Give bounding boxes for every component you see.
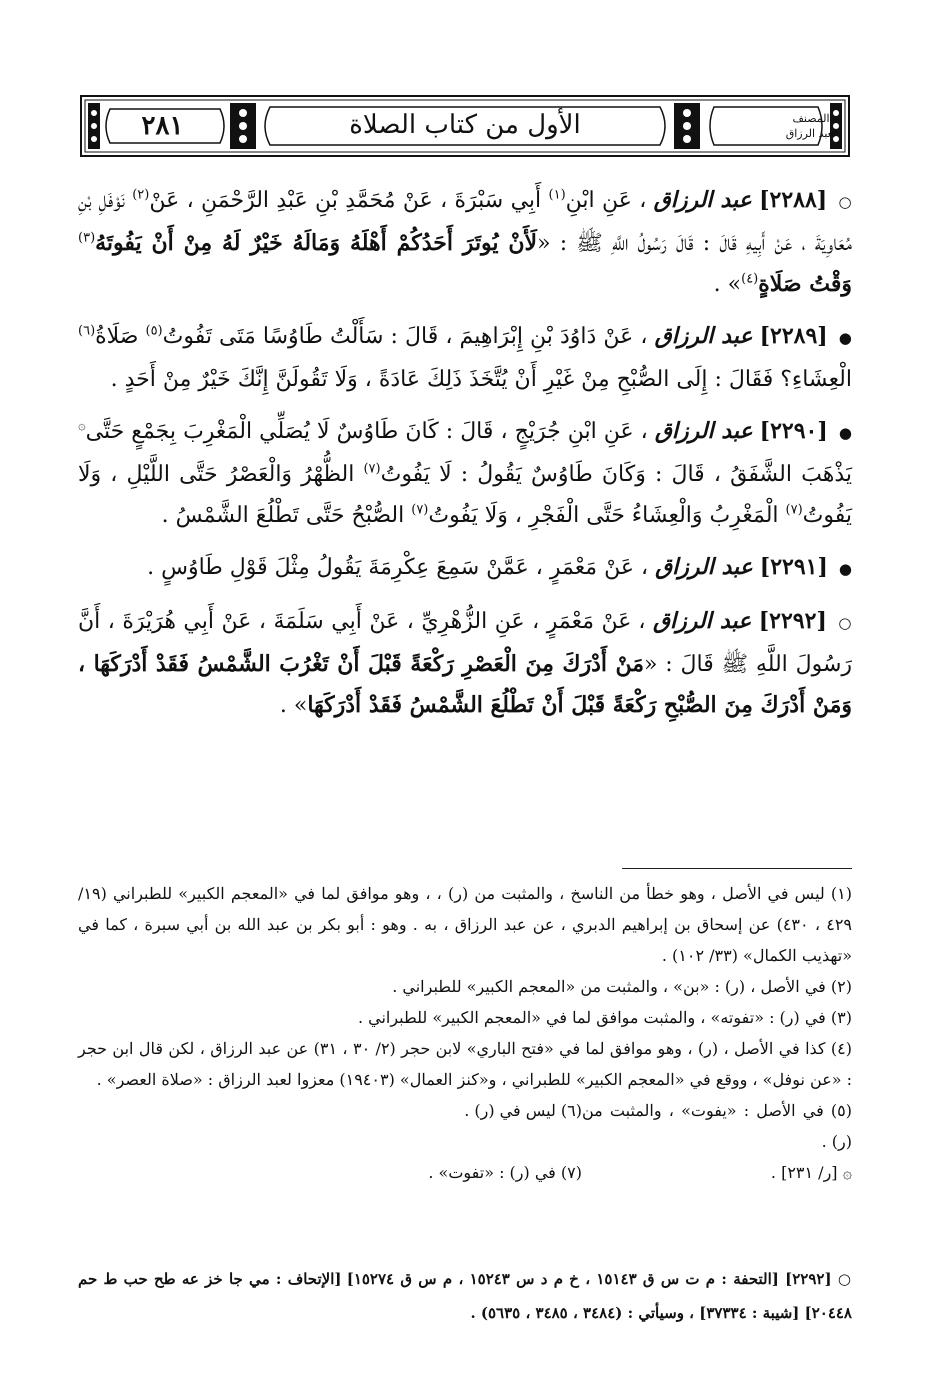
prophetic-saying: وَقْتُ صَلَاةٍ	[758, 271, 852, 297]
hadith-text: ، عَنِ ابْنِ	[565, 188, 647, 213]
hadith-text: » .	[713, 272, 742, 297]
hadith-2291	[78, 547, 852, 590]
footnote-ref: (٥)	[145, 323, 163, 339]
hadith-2292	[78, 601, 852, 726]
takhrij-line: ○ [٢٢٩٢] [التحفة : م ت س ق ١٥١٤٣ ، خ م د س ١٥٢٤٣ ، م س ق ١٥٢٧٤] [الإتحاف : مي جا خز عه طح حب ط حم ٢٠٤٤٨] [شيبة : ٣٧٣٣٤] ، وسيأتي : (٣٤٨٤ ، ٣٤٨٥ ، ٥٦٣٥) .	[78, 1270, 852, 1322]
hadith-number: [٢٢٨٨]	[759, 187, 828, 213]
prophetic-saying: لَأَنْ يُوتَرَ أَحَدُكُمْ أَهْلَهُ وَمَالَهُ خَيْرٌ لَهُ مِنْ أَنْ يَفُوتَهُ	[95, 230, 538, 256]
hadith-text: الظُّهْرُ وَالْعَصْرُ حَتَّى اللَّيْلِ ، وَلَا يَفُوتُ	[78, 462, 852, 528]
hadith-number: [٢٢٨٩]	[759, 323, 828, 349]
hadith-marker: ●	[838, 424, 852, 442]
hadith-text: نَوْفَلِ بْنِ مُعَاوِيَةَ ، عَنْ أَبِيهِ قَالَ : قَالَ رَسُولُ اللَّهِ ﷺ : «	[78, 188, 852, 256]
footnote-ref: (٢)	[132, 187, 150, 203]
prophetic-saying: مَنْ أَدْرَكَ مِنَ الْعَصْرِ رَكْعَةً قَبْلَ أَنْ تَغْرُبَ الشَّمْسُ فَقَدْ أَدْرَكَهَا ، وَمَنْ أَدْرَكَ مِنَ الصُّبْحِ رَكْعَةً قَبْلَ أَنْ تَطْلُعَ الشَّمْسُ فَقَدْ أَدْرَكَهَا	[78, 651, 852, 718]
footnote-5: (٥) في الأصل : «يفوت» ، والمثبت من (ر) .	[582, 1101, 852, 1151]
hadith-marker: ●	[838, 560, 852, 578]
footnote-7: (٧) في (ر) : «تفوت» .	[428, 1163, 582, 1182]
hadith-text: ، عَنْ دَاوُدَ بْنِ إِبْرَاهِيمَ ، قَالَ : سَأَلْتُ طَاوُسًا مَتَى تَفُوتُ	[162, 324, 648, 349]
footnote-1: (١) ليس في الأصل ، وهو خطأ من الناسخ ، والمثبت من (ر) ، ، وهو موافق لما في «المعجم الكبير» للطبراني (١٩/ ٤٢٩ ، ٤٣٠) عن إسحاق بن إبراهيم الدبري ، عن عبد الرزاق ، به . وهو : أبو بكر بن عبد الله بن أبي سبرة ، كما في «تهذيب الكمال» (٣٣/ ١٠٢) .	[78, 884, 852, 965]
footnote-row	[78, 1095, 852, 1157]
footnote-6: (٦) ليس في (ر) .	[464, 1101, 582, 1120]
hadith-text: الْعِشَاءِ؟ فَقَالَ : إِلَى الصُّبْحِ مِنْ غَيْرِ أَنْ يُتَّخَذَ ذَلِكَ عَادَةً ، وَلَا تَقُولَنَّ إِنَّكَ خَيْرٌ مِنْ أَحَدٍ .	[110, 367, 852, 392]
hadith-text: صَلَاةُ	[95, 324, 139, 349]
footnote-3: (٣) في (ر) : «تفوته» ، والمثبت موافق لما في «المعجم الكبير» للطبراني .	[357, 1008, 852, 1027]
footnote-4: (٤) كذا في الأصل ، (ر) ، وهو موافق لما في «فتح الباري» لابن حجر (٢/ ٣٠ ، ٣١) عن عبد الرزاق ، لكن قال ابن حجر : «عن نوفل» ، ووقع في «المعجم الكبير» للطبراني ، و«كنز العمال» (١٩٤٠٣) معزوا لعبد الرزاق : «صلاة العصر» .	[78, 1039, 852, 1089]
source-name: عبد الرزاق	[652, 608, 752, 634]
footnote-ref: (٣)	[78, 230, 96, 246]
hadith-text: الصُّبْحُ حَتَّى تَطْلُعَ الشَّمْسُ .	[161, 503, 405, 528]
hadith-2290	[78, 411, 852, 536]
running-header	[80, 95, 850, 157]
hadith-text: الْمَغْرِبُ وَالْعِشَاءُ حَتَّى الْفَجْرِ ، وَلَا يَفُوتُ	[428, 503, 779, 528]
hadith-text: » .	[279, 693, 308, 718]
footnote-separator	[622, 868, 852, 869]
hadith-marker: ○	[838, 193, 852, 211]
footnote-ref: (٦)	[78, 323, 96, 339]
footnote-row	[78, 1157, 852, 1188]
footnote-ref: (٧)	[785, 502, 803, 518]
footnote-2: (٢) في الأصل ، (ر) : «بن» ، والمثبت من «المعجم الكبير» للطبراني .	[392, 977, 852, 996]
source-name: عبد الرزاق	[654, 418, 753, 444]
hadith-number: [٢٢٩٢]	[758, 608, 827, 634]
hadith-2288	[78, 180, 852, 305]
hadith-text: ، عَنِ ابْنِ جُرَيْجٍ ، قَالَ : كَانَ طَاوُسٌ لَا يُصَلِّي الْمَغْرِبَ بِجَمْعٍ حَتَّى	[85, 419, 648, 444]
hadith-marker: ●	[838, 329, 852, 347]
hadith-number: [٢٢٩٠]	[759, 418, 828, 444]
footnote-ref: (٧)	[411, 502, 429, 518]
footnote-ref: (٧)	[363, 461, 381, 477]
page-number: ٢٨١	[141, 111, 184, 141]
source-name: عبد الرزاق	[653, 187, 752, 213]
hadith-marker: ○	[838, 614, 852, 632]
page-ref-note: ۞ [ر/ ٢٣١] .	[770, 1163, 852, 1182]
ornament-line-1: المصنف	[792, 112, 830, 125]
hadith-number: [٢٢٩١]	[759, 554, 828, 580]
source-name: عبد الرزاق	[655, 554, 753, 580]
footnote-ref: (١)	[548, 187, 566, 203]
main-text	[78, 180, 852, 737]
book-title-ornament	[778, 101, 844, 151]
hadith-text: أَبِي سَبْرَةَ ، عَنْ مُحَمَّدِ بْنِ عَبْدِ الرَّحْمَنِ ، عَنْ	[149, 188, 542, 213]
hadith-text: ، عَنْ مَعْمَرٍ ، عَمَّنْ سَمِعَ عِكْرِمَةَ يَقُولُ مِثْلَ قَوْلِ طَاوُسٍ .	[147, 555, 649, 580]
running-title: الأول من كتاب الصلاة	[349, 110, 581, 140]
page-ref-icon: ۞	[78, 418, 86, 434]
ornament-line-2: لعبد الرزاق	[785, 127, 837, 140]
footnotes	[78, 878, 852, 1188]
source-name: عبد الرزاق	[654, 323, 753, 349]
hadith-text: يَذْهَبَ الشَّفَقُ ، قَالَ : وَكَانَ طَاوُسٌ يَقُولُ : لَا يَفُوتُ	[380, 462, 852, 487]
hadith-text: ، عَنْ مَعْمَرٍ ، عَنِ الزُّهْرِيِّ ، عَنْ أَبِي سَلَمَةَ ، عَنْ أَبِي هُرَيْرَةَ ، أَنَّ رَسُولَ اللَّهِ ﷺ قَالَ : «	[78, 609, 853, 677]
hadith-2289	[78, 316, 852, 400]
footnote-ref: (٤)	[741, 271, 759, 287]
